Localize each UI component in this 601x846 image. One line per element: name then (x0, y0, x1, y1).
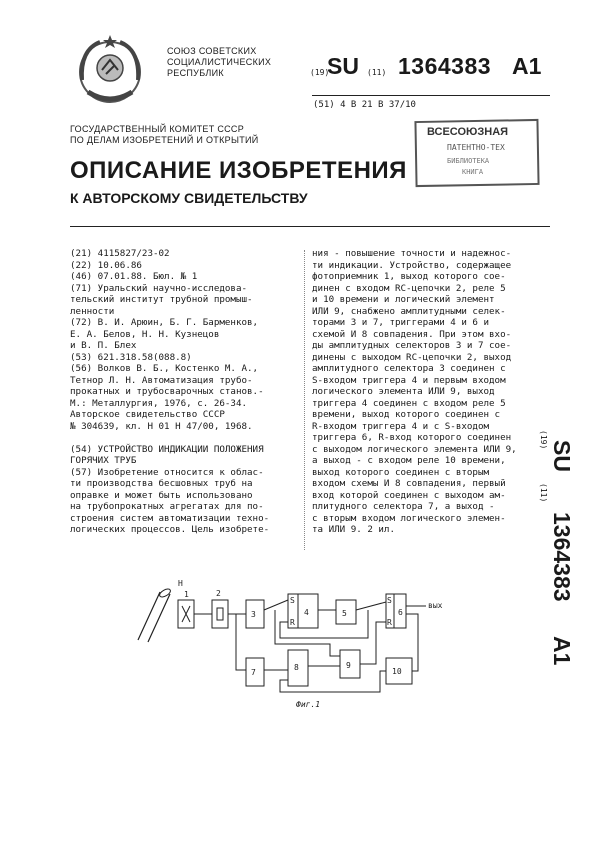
abstract-line: амплитудного селектора 3 соединен с (312, 363, 506, 374)
biblio-line: ГОРЯЧИХ ТРУБ (70, 455, 137, 466)
stamp-text-1: ВСЕСОЮЗНАЯ (427, 126, 509, 138)
pub-kind-code: A1 (512, 53, 542, 79)
biblio-line: тельский институт трубной промыш- (70, 294, 253, 305)
biblio-line: (21) 4115827/23-02 (70, 248, 170, 259)
biblio-line: (72) В. И. Арюин, Б. Г. Барменков, (70, 317, 259, 328)
abstract-line: времени, выход которого соединен с (312, 409, 501, 420)
block-10-label: 10 (392, 667, 402, 676)
abstract-line: триггера 4 соединен с входом реле 5 (312, 397, 506, 409)
abstract-line: а выход - с входом реле 10 времени, (312, 455, 506, 466)
abstract-line: схемой И 8 совпадения. При этом вхо- (312, 328, 512, 340)
pin-s4: S (290, 596, 295, 605)
biblio-line: и В. П. Блех (70, 340, 137, 351)
abstract-line: с вторым входом логического элемен- (312, 512, 506, 524)
committee-name: ГОСУДАРСТВЕННЫЙ КОМИТЕТ СССР ПО ДЕЛАМ ИЗОБРЕТЕНИЙ И ОТКРЫТИЙ (70, 124, 259, 145)
abstract-line: ды амплитудных селекторов 3 и 7 сое- (312, 340, 512, 351)
side-pub-number: 1364383 (549, 512, 575, 602)
abstract-line: динены с выходом RC-цепочки 2, выход (312, 351, 512, 363)
pub-country-code: SU (327, 53, 359, 79)
biblio-line: (71) Уральский научно-исследова- (70, 282, 248, 294)
block-2-label: 2 (216, 589, 221, 598)
block-4-label: 4 (304, 608, 309, 617)
biblio-line: № 304639, кл. Н 01 Н 47/00, 1968. (70, 420, 253, 432)
biblio-line: Авторское свидетельство СССР (70, 409, 225, 420)
biblio-line: ленности (70, 305, 115, 317)
biblio-line: ти производства бесшовных труб на (70, 478, 253, 489)
column-divider (304, 250, 305, 550)
pin-r6: R (387, 618, 392, 627)
biblio-line: (57) Изобретение относится к облас- (70, 466, 264, 478)
biblio-line: Тетнор Л. Н. Автоматизация трубо- (70, 374, 253, 386)
pub-number: 1364383 (398, 53, 492, 79)
biblio-line (70, 432, 269, 444)
block-9-label: 9 (346, 661, 351, 670)
biblio-line: (56) Волков В. Б., Костенко М. А., (70, 363, 259, 374)
pub-su-prefix: (19) (310, 68, 330, 77)
document-subtitle: К АВТОРСКОМУ СВИДЕТЕЛЬСТВУ (70, 190, 308, 206)
biblio-line: на трубопрокатных агрегатах для по- (70, 501, 264, 512)
abstract-line: и 10 времени и логический элемент (312, 294, 495, 305)
pin-s6: S (387, 596, 392, 605)
stamp-text-4: КНИГА (462, 168, 484, 176)
abstract-line: торами 3 и 7, триггерами 4 и 6 и (312, 317, 490, 328)
abstract-line: динен с входом RC-цепочки 2, реле 5 (312, 282, 506, 294)
header-rule (312, 95, 550, 96)
abstract-line: фотоприемник 1, выход которого сое- (312, 271, 506, 282)
block-1-label: 1 (184, 590, 189, 599)
biblio-line: Е. А. Белов, Н. Н. Кузнецов (70, 328, 220, 340)
abstract-line: плитудного селектора 7, а выход - (312, 501, 495, 512)
side-country-code: SU (549, 440, 575, 472)
side-number-prefix: (11) (539, 483, 548, 503)
document-title: ОПИСАНИЕ ИЗОБРЕТЕНИЯ (70, 157, 407, 184)
abstract-line: выход которого соединен с вторым (312, 466, 490, 478)
block-diagram (130, 570, 460, 700)
ussr-emblem (70, 30, 150, 110)
pin-r4: R (290, 618, 295, 627)
abstract-line: вход которой соединен с выходом ам- (312, 489, 506, 501)
country-name: СОЮЗ СОВЕТСКИХ СОЦИАЛИСТИЧЕСКИХ РЕСПУБЛИК (167, 46, 272, 78)
abstract-line: триггера 6, R-вход которого соединен (312, 432, 512, 443)
abstract-line: R-входом триггера 4 и с S-входом (312, 420, 490, 432)
block-8-label: 8 (294, 663, 299, 672)
biblio-line: строения систем автоматизации техно- (70, 512, 270, 524)
side-kind-code: A1 (549, 636, 575, 666)
pub-number-prefix: (11) (367, 68, 387, 77)
side-su-prefix: (19) (539, 430, 548, 450)
biblio-line: М.: Металлургия, 1976, с. 26-34. (70, 397, 248, 409)
biblio-line: (54) УСТРОЙСТВО ИНДИКАЦИИ ПОЛОЖЕНИЯ (70, 443, 264, 455)
block-6-label: 6 (398, 608, 403, 617)
abstract-text (312, 248, 517, 536)
biblio-line: оправке и может быть использовано (70, 489, 253, 501)
output-label: вых (428, 601, 443, 610)
title-rule (70, 226, 550, 227)
biblio-line: (53) 621.318.58(088.8) (70, 351, 192, 363)
biblio-line: (46) 07.01.88. Бюл. № 1 (70, 271, 198, 282)
abstract-line: S-входом триггера 4 и первым входом (312, 374, 506, 386)
abstract-line: та ИЛИ 9. 2 ил. (312, 524, 395, 535)
abstract-line: ния - повышение точности и надежнос- (312, 248, 512, 259)
block-rc-circuit-2 (212, 600, 228, 628)
abstract-line: входом схемы И 8 совпадения, первый (312, 478, 506, 489)
bibliographic-data (70, 248, 269, 536)
abstract-line: с выходом логического элемента ИЛИ 9, (312, 443, 517, 455)
stamp-text-3: БИБЛИОТЕКА (447, 157, 490, 165)
abstract-line: логического элемента ИЛИ 9, выход (312, 386, 495, 397)
object-label: Н (178, 579, 183, 588)
block-5-label: 5 (342, 609, 347, 618)
stamp-text-2: ПАТЕНТНО-ТЕХ (447, 143, 505, 152)
biblio-line: прокатных и трубосварочных станов.- (70, 386, 264, 397)
figure-caption: Фиг.1 (296, 700, 321, 709)
block-7-label: 7 (251, 668, 256, 677)
biblio-line: (22) 10.06.86 (70, 259, 142, 271)
abstract-line: ти индикации. Устройство, содержащее (312, 259, 512, 271)
block-3-label: 3 (251, 610, 256, 619)
abstract-line: ИЛИ 9, снабжено амплитудными селек- (312, 305, 506, 317)
biblio-line: логических процессов. Цель изобрете- (70, 524, 270, 535)
ipc-classification: (51) 4 В 21 В 37/10 (313, 100, 416, 110)
